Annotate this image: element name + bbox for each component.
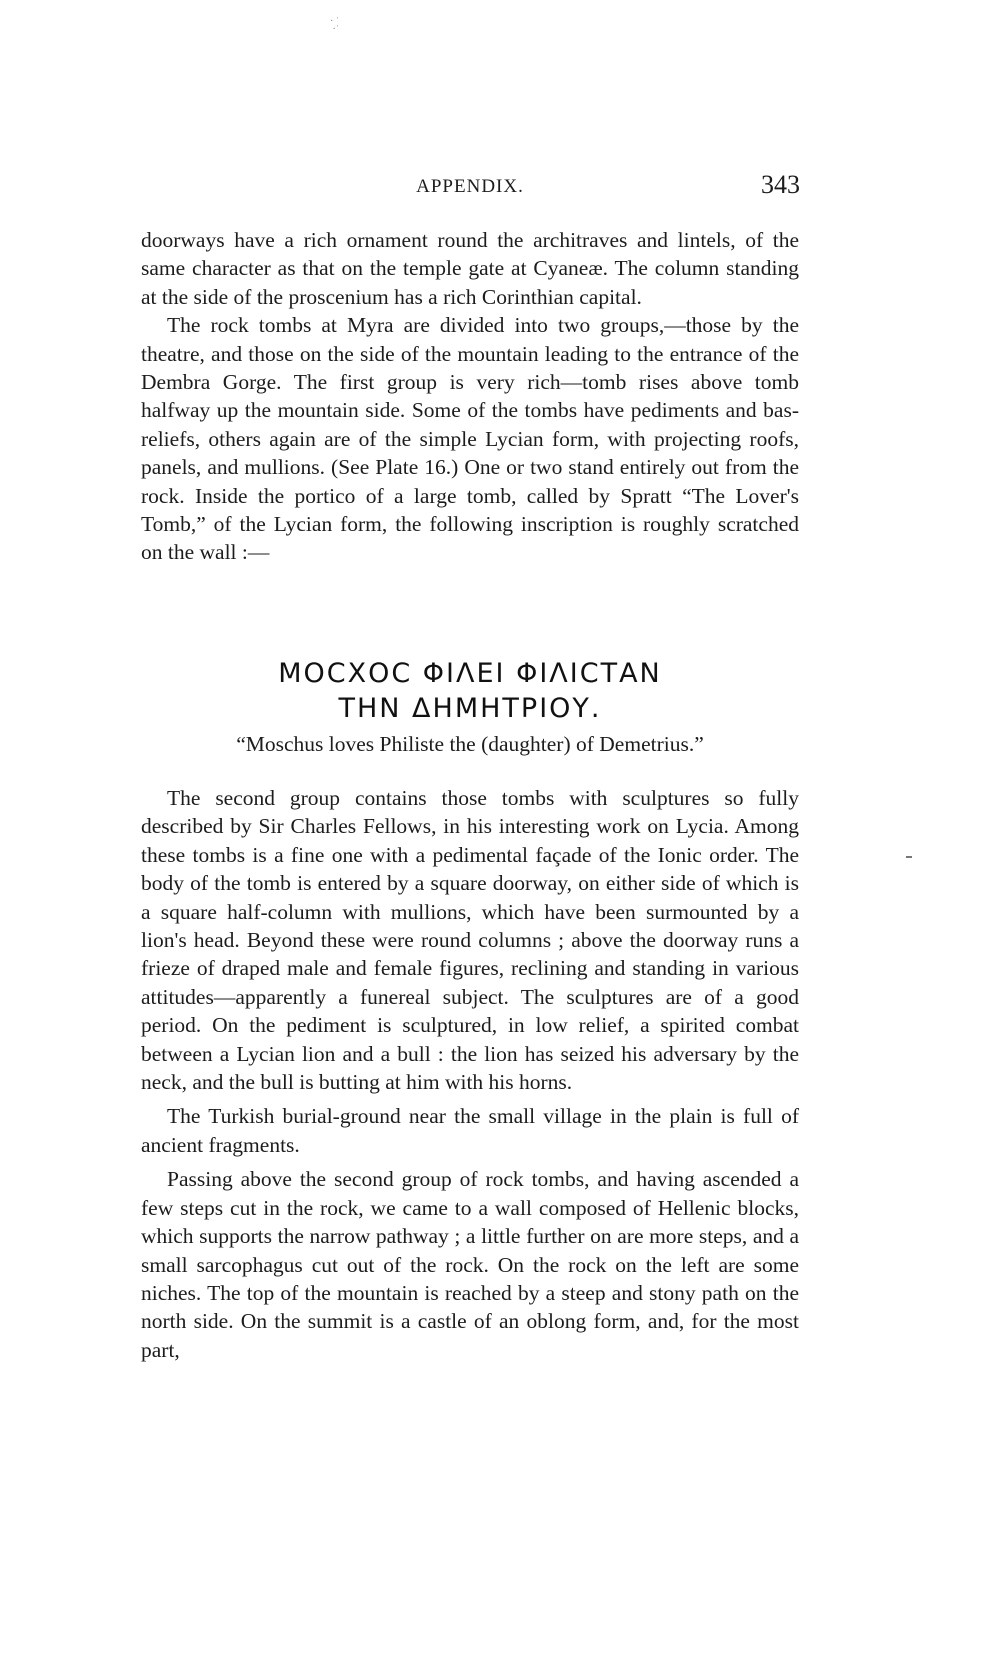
paragraph-continuation: doorways have a rich ornament round the architraves and lintels, of the same character as that on the temple gate at Cyaneæ. The column standing at the side of the proscenium has a rich Corinthian capital. bbox=[141, 228, 799, 309]
paragraph-burial-ground: The Turkish burial-ground near the small village in the plain is full of ancient fragments. bbox=[141, 1104, 799, 1157]
paragraph-passing-above: Passing above the second group of rock tombs, and having ascended a few steps cut in the rock, we came to a wall composed of Hellenic blocks, which supports the narrow pathway ; a little further on are more steps, and a small sarcophagus cut out of the rock. On the rock on the left are some niches. The top of the mountain is reached by a steep and stony path on the north side. On the summit is a castle of an oblong form, and, for the most part, bbox=[141, 1167, 799, 1362]
greek-inscription bbox=[141, 656, 799, 726]
page-header bbox=[140, 170, 800, 210]
paper-speck-marks: · ˈ ·ˈ bbox=[330, 16, 340, 35]
body-text-top bbox=[141, 226, 799, 567]
page-number: 343 bbox=[761, 170, 800, 199]
inscription-line-1: ΜΟCΧΟC ΦΙΛΕΙ ΦΙΛΙCΤΑΝ bbox=[278, 658, 662, 689]
body-text-bottom bbox=[141, 784, 799, 1364]
margin-mark bbox=[906, 856, 912, 858]
inscription-line-2: ΤΗΝ ΔΗΜΗΤΡΙΟΥ. bbox=[338, 693, 602, 724]
paragraph-second-group: The second group contains those tombs with sculptures so fully described by Sir Charles Fellows, in his interesting work on Lycia. Among these tombs is a fine one with a pedimental façade of the Ionic order. The body of the tomb is entered by a square doorway, on either side of which is a square half-column with mullions, which have been surmounted by a lion's head. Beyond these were round columns ; above the doorway runs a frieze of draped male and female figures, reclining and standing in various attitudes—apparently a funereal subject. The sculptures are of a good period. On the pediment is sculptured, in low relief, a spirited combat between a Lycian lion and a bull : the lion has seized his adversary by the neck, and the bull is butting at him with his horns. bbox=[141, 786, 799, 1095]
inscription-translation: “Moschus loves Philiste the (daughter) of Demetrius.” bbox=[236, 732, 704, 756]
paragraph-rock-tombs: The rock tombs at Myra are divided into two groups,—those by the theatre, and those on the side of the mountain leading to the entrance of the Dembra Gorge. The first group is very rich—tomb rises above tomb halfway up the mountain side. Some of the tombs have pediments and bas-reliefs, others again are of the simple Lycian form, with projecting roofs, panels, and mullions. (See Plate 16.) One or two stand entirely out from the rock. Inside the portico of a large tomb, called by Spratt “The Lover's Tomb,” of the Lycian form, the following inscription is roughly scratched on the wall :— bbox=[141, 313, 799, 565]
running-head: APPENDIX. bbox=[416, 176, 524, 197]
